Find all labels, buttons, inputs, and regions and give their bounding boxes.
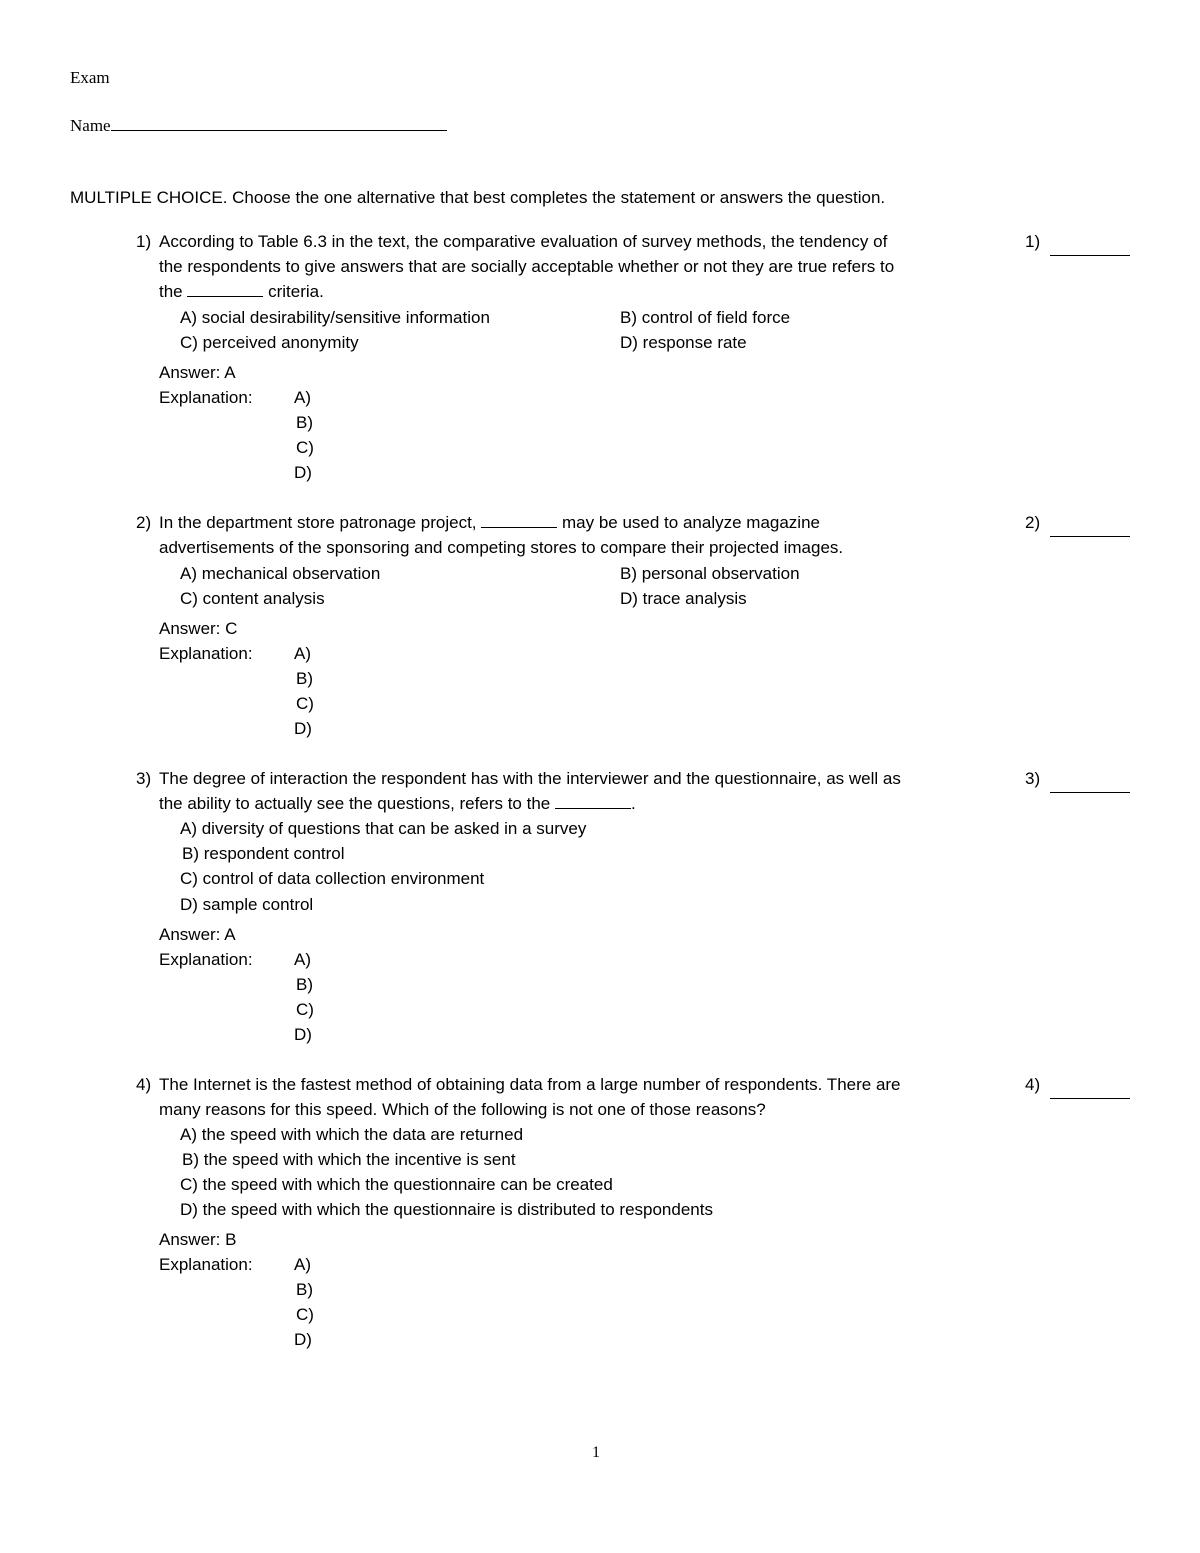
name-blank-line[interactable]: [111, 116, 447, 131]
fill-blank: [555, 796, 631, 809]
text-fragment: In the department store patronage project,: [159, 513, 477, 532]
question-number: 1): [136, 232, 152, 251]
exam-title: Exam: [70, 68, 110, 87]
explanation-option: A): [294, 644, 311, 663]
option-d[interactable]: D) sample control: [180, 895, 314, 914]
explanation-option: A): [294, 388, 311, 407]
option-b[interactable]: B) control of field force: [620, 308, 791, 327]
explanation-option: A): [294, 950, 311, 969]
option-c[interactable]: C) the speed with which the questionnaire can be created: [180, 1175, 613, 1194]
answer-slot-number: 4): [1025, 1075, 1041, 1094]
answer-value: A: [224, 925, 236, 944]
question-number: 2): [136, 513, 152, 532]
option-a[interactable]: A) the speed with which the data are returned: [180, 1125, 524, 1144]
text-fragment: the ability to actually see the questions, refers to the: [159, 794, 551, 813]
explanation-label: Explanation:: [159, 950, 253, 969]
explanation-option: B): [296, 669, 313, 688]
question-text-line: The degree of interaction the respondent has with the interviewer and the questionnaire, as well as: [159, 769, 901, 788]
answer-row: [159, 616, 237, 641]
answer-label: Answer:: [159, 363, 221, 382]
option-d[interactable]: D) trace analysis: [620, 589, 747, 608]
answer-value: B: [225, 1230, 237, 1249]
answer-row: [159, 1227, 237, 1252]
name-field: [70, 116, 447, 136]
explanation-option: C): [296, 1305, 314, 1324]
option-d[interactable]: D) the speed with which the questionnaire is distributed to respondents: [180, 1200, 713, 1219]
explanation-label: Explanation:: [159, 644, 253, 663]
text-fragment: .: [630, 794, 636, 813]
text-fragment: the: [159, 282, 183, 301]
question-text-line: According to Table 6.3 in the text, the comparative evaluation of survey methods, the tendency of: [159, 232, 888, 251]
text-fragment: may be used to analyze magazine: [562, 513, 820, 532]
answer-slot-number: 1): [1025, 232, 1041, 251]
explanation-label: Explanation:: [159, 388, 253, 407]
answer-row: [159, 360, 236, 385]
question-text-line: [159, 279, 324, 304]
question-number: 3): [136, 769, 152, 788]
question-text-line: advertisements of the sponsoring and competing stores to compare their projected images.: [159, 538, 844, 557]
question-text-line: [159, 791, 636, 816]
fill-blank: [187, 284, 263, 297]
question-text-line: [159, 510, 820, 535]
text-fragment: criteria.: [268, 282, 324, 301]
fill-blank: [481, 515, 557, 528]
answer-value: C: [225, 619, 238, 638]
explanation-option: B): [296, 413, 313, 432]
option-c[interactable]: C) perceived anonymity: [180, 333, 359, 352]
name-label: Name: [70, 116, 111, 135]
explanation-option: B): [296, 975, 313, 994]
option-d[interactable]: D) response rate: [620, 333, 747, 352]
explanation-label: Explanation:: [159, 1255, 253, 1274]
explanation-option: B): [296, 1280, 313, 1299]
answer-row: [159, 922, 236, 947]
question-text-line: many reasons for this speed. Which of the following is not one of those reasons?: [159, 1100, 766, 1119]
answer-blank-line[interactable]: [1050, 1098, 1130, 1099]
option-a[interactable]: A) mechanical observation: [180, 564, 381, 583]
option-a[interactable]: A) diversity of questions that can be asked in a survey: [180, 819, 587, 838]
answer-slot-number: 2): [1025, 513, 1041, 532]
explanation-option: D): [294, 1330, 312, 1349]
explanation-option: C): [296, 694, 314, 713]
answer-slot-number: 3): [1025, 769, 1041, 788]
question-text-line: The Internet is the fastest method of obtaining data from a large number of respondents. There are: [159, 1075, 901, 1094]
instructions: MULTIPLE CHOICE. Choose the one alternative that best completes the statement or answers the question.: [70, 188, 886, 207]
option-b[interactable]: B) respondent control: [182, 844, 345, 863]
option-c[interactable]: C) control of data collection environment: [180, 869, 485, 888]
question-text-line: the respondents to give answers that are socially acceptable whether or not they are true refers to: [159, 257, 895, 276]
answer-label: Answer:: [159, 925, 221, 944]
page-number: 1: [592, 1444, 600, 1461]
option-b[interactable]: B) personal observation: [620, 564, 800, 583]
explanation-option: C): [296, 438, 314, 457]
answer-label: Answer:: [159, 1230, 221, 1249]
option-a[interactable]: A) social desirability/sensitive information: [180, 308, 490, 327]
question-number: 4): [136, 1075, 152, 1094]
answer-label: Answer:: [159, 619, 221, 638]
answer-value: A: [224, 363, 236, 382]
explanation-option: D): [294, 719, 312, 738]
answer-blank-line[interactable]: [1050, 536, 1130, 537]
explanation-option: D): [294, 1025, 312, 1044]
explanation-option: D): [294, 463, 312, 482]
explanation-option: C): [296, 1000, 314, 1019]
answer-blank-line[interactable]: [1050, 792, 1130, 793]
answer-blank-line[interactable]: [1050, 255, 1130, 256]
option-b[interactable]: B) the speed with which the incentive is sent: [182, 1150, 516, 1169]
explanation-option: A): [294, 1255, 311, 1274]
option-c[interactable]: C) content analysis: [180, 589, 325, 608]
